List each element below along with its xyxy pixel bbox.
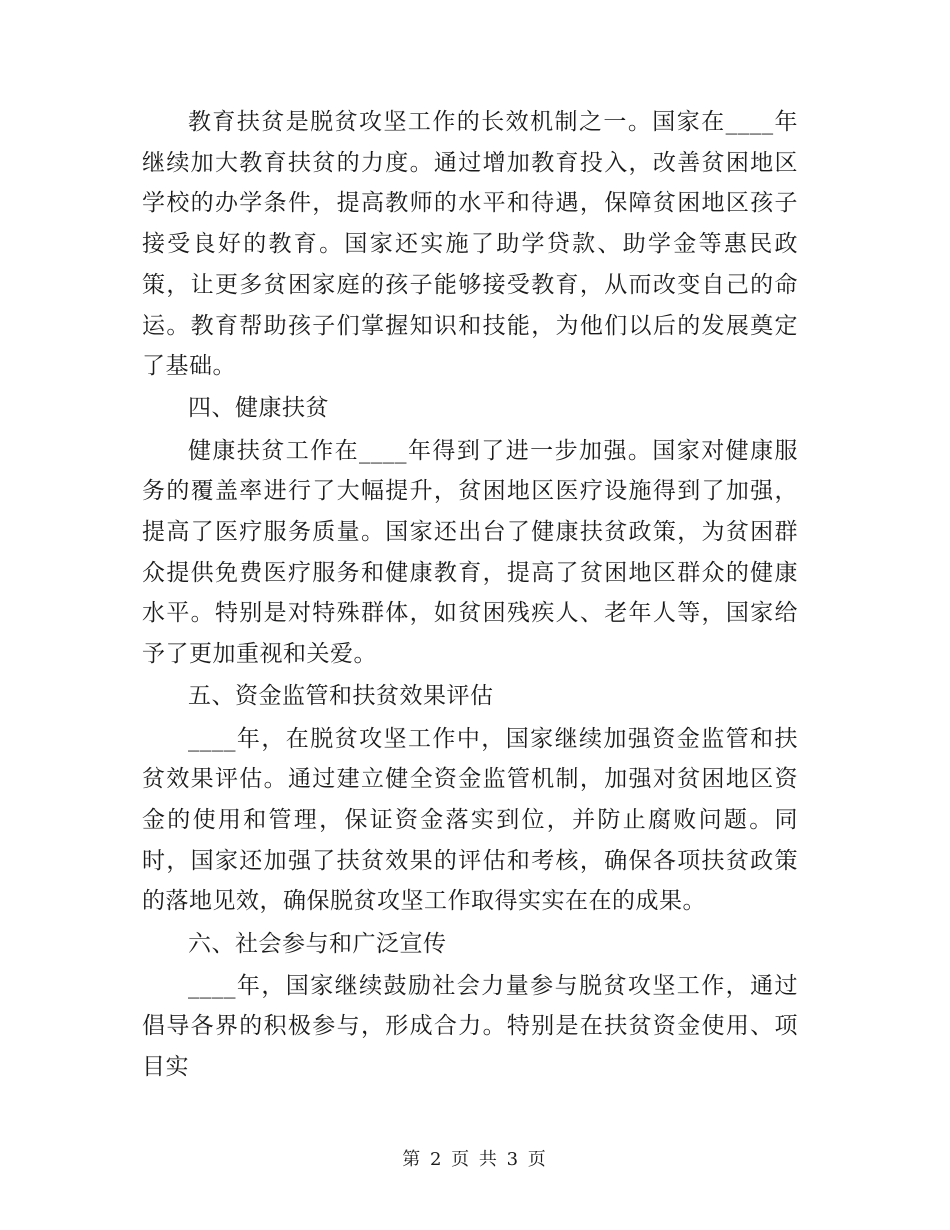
section-heading-social-participation: 六、社会参与和广泛宣传 bbox=[188, 930, 447, 957]
paragraph-health-poverty: 健康扶贫工作在____年得到了进一步加强。国家对健康服务的覆盖率进行了大幅提升，贫困地区医疗设施得到了加强，提高了医疗服务质量。国家还出台了健康扶贫政策，为贫困群众提供免费医疗服务和健康教育，提高了贫困地区群众的健康水平。特别是对特殊群体，如贫困残疾人、老年人等，国家给予了更加重视和关爱。 bbox=[142, 437, 798, 668]
section-heading-health: 四、健康扶贫 bbox=[188, 395, 329, 422]
paragraph-social-participation: ____年，国家继续鼓励社会力量参与脱贫攻坚工作，通过倡导各界的积极参与，形成合力。特别是在扶贫资金使用、项目实 bbox=[142, 972, 798, 1081]
paragraph-education-poverty: 教育扶贫是脱贫攻坚工作的长效机制之一。国家在____年继续加大教育扶贫的力度。通过增加教育投入，改善贫困地区学校的办学条件，提高教师的水平和待遇，保障贫困地区孩子接受良好的教育。国家还实施了助学贷款、助学金等惠民政策，让更多贫困家庭的孩子能够接受教育，从而改变自己的命运。教育帮助孩子们掌握知识和技能，为他们以后的发展奠定了基础。 bbox=[142, 109, 798, 380]
section-heading-fund-supervision: 五、资金监管和扶贫效果评估 bbox=[188, 683, 494, 710]
page-number-footer: 第 2 页 共 3 页 bbox=[402, 1149, 548, 1170]
document-body bbox=[142, 102, 798, 1089]
paragraph-fund-supervision: ____年，在脱贫攻坚工作中，国家继续加强资金监管和扶贫效果评估。通过建立健全资金监管机制，加强对贫困地区资金的使用和管理，保证资金落实到位，并防止腐败问题。同时，国家还加强了扶贫效果的评估和考核，确保各项扶贫政策的落地见效，确保脱贫攻坚工作取得实实在在的成果。 bbox=[142, 725, 798, 915]
